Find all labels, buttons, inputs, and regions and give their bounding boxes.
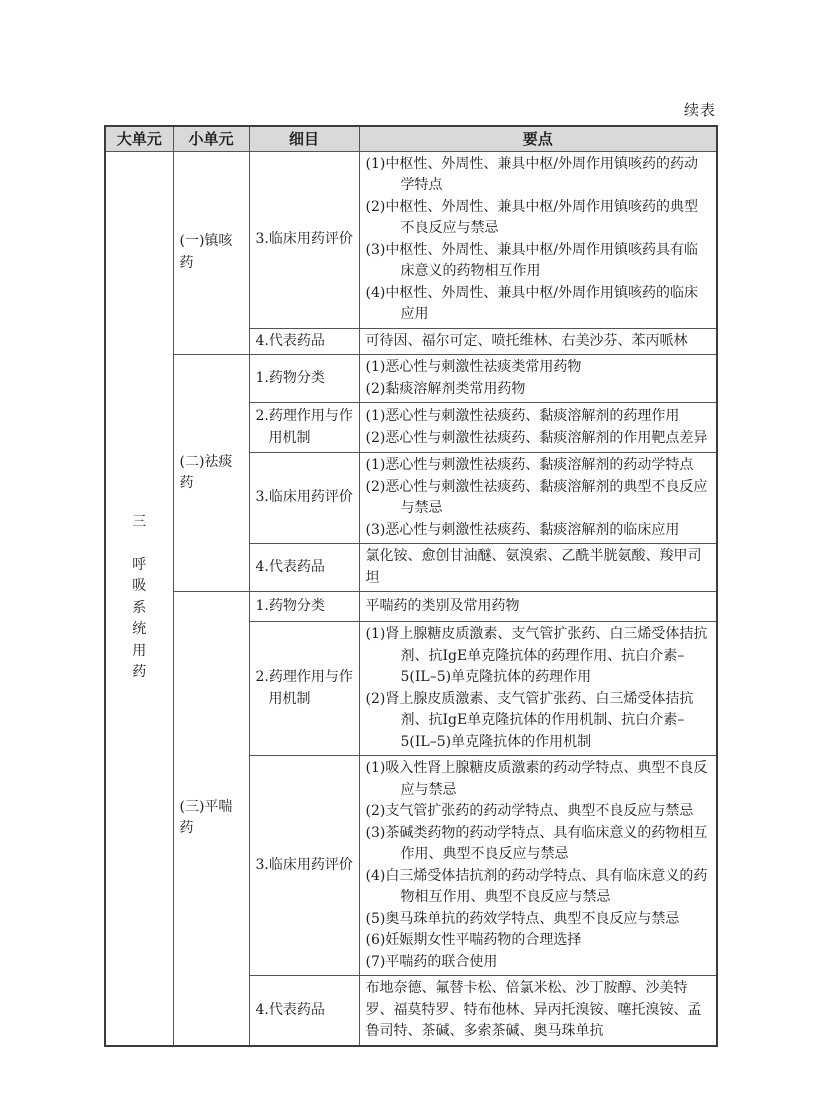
points-cell xyxy=(359,592,717,622)
point-line: (7)平喘药的联合使用 xyxy=(365,953,498,970)
point-line: (1)肾上腺糖皮质激素、支气管扩张药、白三烯受体拮抗剂、抗IgE单克隆抗体的药理作用、抗白介素–5(IL–5)单克隆抗体的药理作用 xyxy=(365,626,708,685)
point-line: (5)奥马珠单抗的药效学特点、典型不良反应与禁忌 xyxy=(365,910,680,927)
header-cell-major-unit: 大单元 xyxy=(105,126,173,151)
point-line: (2)中枢性、外周性、兼具中枢/外周作用镇咳药的典型不良反应与禁忌 xyxy=(365,198,699,236)
points-cell xyxy=(359,453,717,544)
major-unit-char: 吸 xyxy=(132,578,147,595)
point-line: (6)妊娠期女性平喘药物的合理选择 xyxy=(365,932,582,948)
major-unit-char: 用 xyxy=(132,642,147,659)
point-line: 布地奈德、氟替卡松、倍氯米松、沙丁胺醇、沙美特罗、福莫特罗、特布他林、异丙托溴铵、噻托溴铵、孟鲁司特、茶碱、多索茶碱、奥马珠单抗 xyxy=(365,980,702,1039)
table-row xyxy=(105,355,717,403)
point-line: (1)恶心性与刺激性祛痰类常用药物 xyxy=(365,359,582,375)
points-cell xyxy=(359,544,717,592)
sub-unit-cell: (二)祛痰药 xyxy=(173,355,249,592)
item-cell: 3.临床用药评价 xyxy=(249,453,359,544)
point-line: 平喘药的类别及常用药物 xyxy=(365,597,520,614)
points-cell xyxy=(359,355,717,403)
item-cell: 4.代表药品 xyxy=(249,544,359,592)
point-line: (1)吸入性肾上腺糖皮质激素的药动学特点、典型不良反应与禁忌 xyxy=(365,760,708,798)
major-unit-char: 系 xyxy=(132,599,147,616)
major-unit-cell xyxy=(105,151,173,1046)
header-cell-item: 细目 xyxy=(249,126,359,151)
sub-unit-cell: (一)镇咳药 xyxy=(173,151,249,355)
point-line: 可待因、福尔可定、喷托维林、右美沙芬、苯丙哌林 xyxy=(365,332,688,349)
item-cell: 3.临床用药评价 xyxy=(249,756,359,976)
point-line: (2)黏痰溶解剂类常用药物 xyxy=(365,380,526,397)
points-cell xyxy=(359,403,717,453)
table-row xyxy=(105,151,717,328)
point-line: (3)中枢性、外周性、兼具中枢/外周作用镇咳药具有临床意义的药物相互作用 xyxy=(365,241,699,279)
point-line: (1)恶心性与刺激性祛痰药、黏痰溶解剂的药理作用 xyxy=(365,408,680,424)
major-unit-number: 三 xyxy=(132,514,147,531)
point-line: (2)支气管扩张药的药动学特点、典型不良反应与禁忌 xyxy=(365,803,694,819)
syllabus-table xyxy=(104,125,718,1047)
item-cell: 2.药理作用与作用机制 xyxy=(249,403,359,453)
point-line: 氯化铵、愈创甘油醚、氨溴索、乙酰半胱氨酸、羧甲司坦 xyxy=(365,548,702,586)
header-cell-sub-unit: 小单元 xyxy=(173,126,249,151)
header-row xyxy=(105,126,717,151)
major-unit-char: 呼 xyxy=(132,556,147,573)
major-unit-char: 药 xyxy=(132,664,147,681)
points-cell xyxy=(359,151,717,328)
points-cell xyxy=(359,328,717,355)
item-cell: 2.药理作用与作用机制 xyxy=(249,622,359,756)
point-line: (4)中枢性、外周性、兼具中枢/外周作用镇咳药的临床应用 xyxy=(365,284,699,322)
item-cell: 1.药物分类 xyxy=(249,355,359,403)
point-line: (2)恶心性与刺激性祛痰药、黏痰溶解剂的典型不良反应与禁忌 xyxy=(365,478,708,516)
header-cell-points: 要点 xyxy=(359,126,717,151)
point-line: (1)中枢性、外周性、兼具中枢/外周作用镇咳药的药动学特点 xyxy=(365,155,699,193)
point-line: (3)茶碱类药物的药动学特点、具有临床意义的药物相互作用、典型不良反应与禁忌 xyxy=(365,824,708,862)
point-line: (2)恶心性与刺激性祛痰药、黏痰溶解剂的作用靶点差异 xyxy=(365,429,708,446)
point-line: (2)肾上腺皮质激素、支气管扩张药、白三烯受体拮抗剂、抗IgE单克隆抗体的作用机制、抗白介素–5(IL–5)单克隆抗体的作用机制 xyxy=(365,690,694,750)
points-cell xyxy=(359,976,717,1046)
points-cell xyxy=(359,756,717,976)
item-cell: 4.代表药品 xyxy=(249,328,359,355)
point-line: (4)白三烯受体拮抗剂的药动学特点、具有临床意义的药物相互作用、典型不良反应与禁忌 xyxy=(365,867,708,905)
point-line: (1)恶心性与刺激性祛痰药、黏痰溶解剂的药动学特点 xyxy=(365,457,694,473)
item-cell: 4.代表药品 xyxy=(249,976,359,1046)
table-row xyxy=(105,592,717,622)
sub-unit-cell: (三)平喘药 xyxy=(173,592,249,1046)
point-line: (3)恶心性与刺激性祛痰药、黏痰溶解剂的临床应用 xyxy=(365,521,680,538)
continued-table-label: 续表 xyxy=(683,101,716,119)
item-cell: 1.药物分类 xyxy=(249,592,359,622)
points-cell xyxy=(359,622,717,756)
major-unit-char: 统 xyxy=(132,621,147,638)
item-cell: 3.临床用药评价 xyxy=(249,151,359,328)
